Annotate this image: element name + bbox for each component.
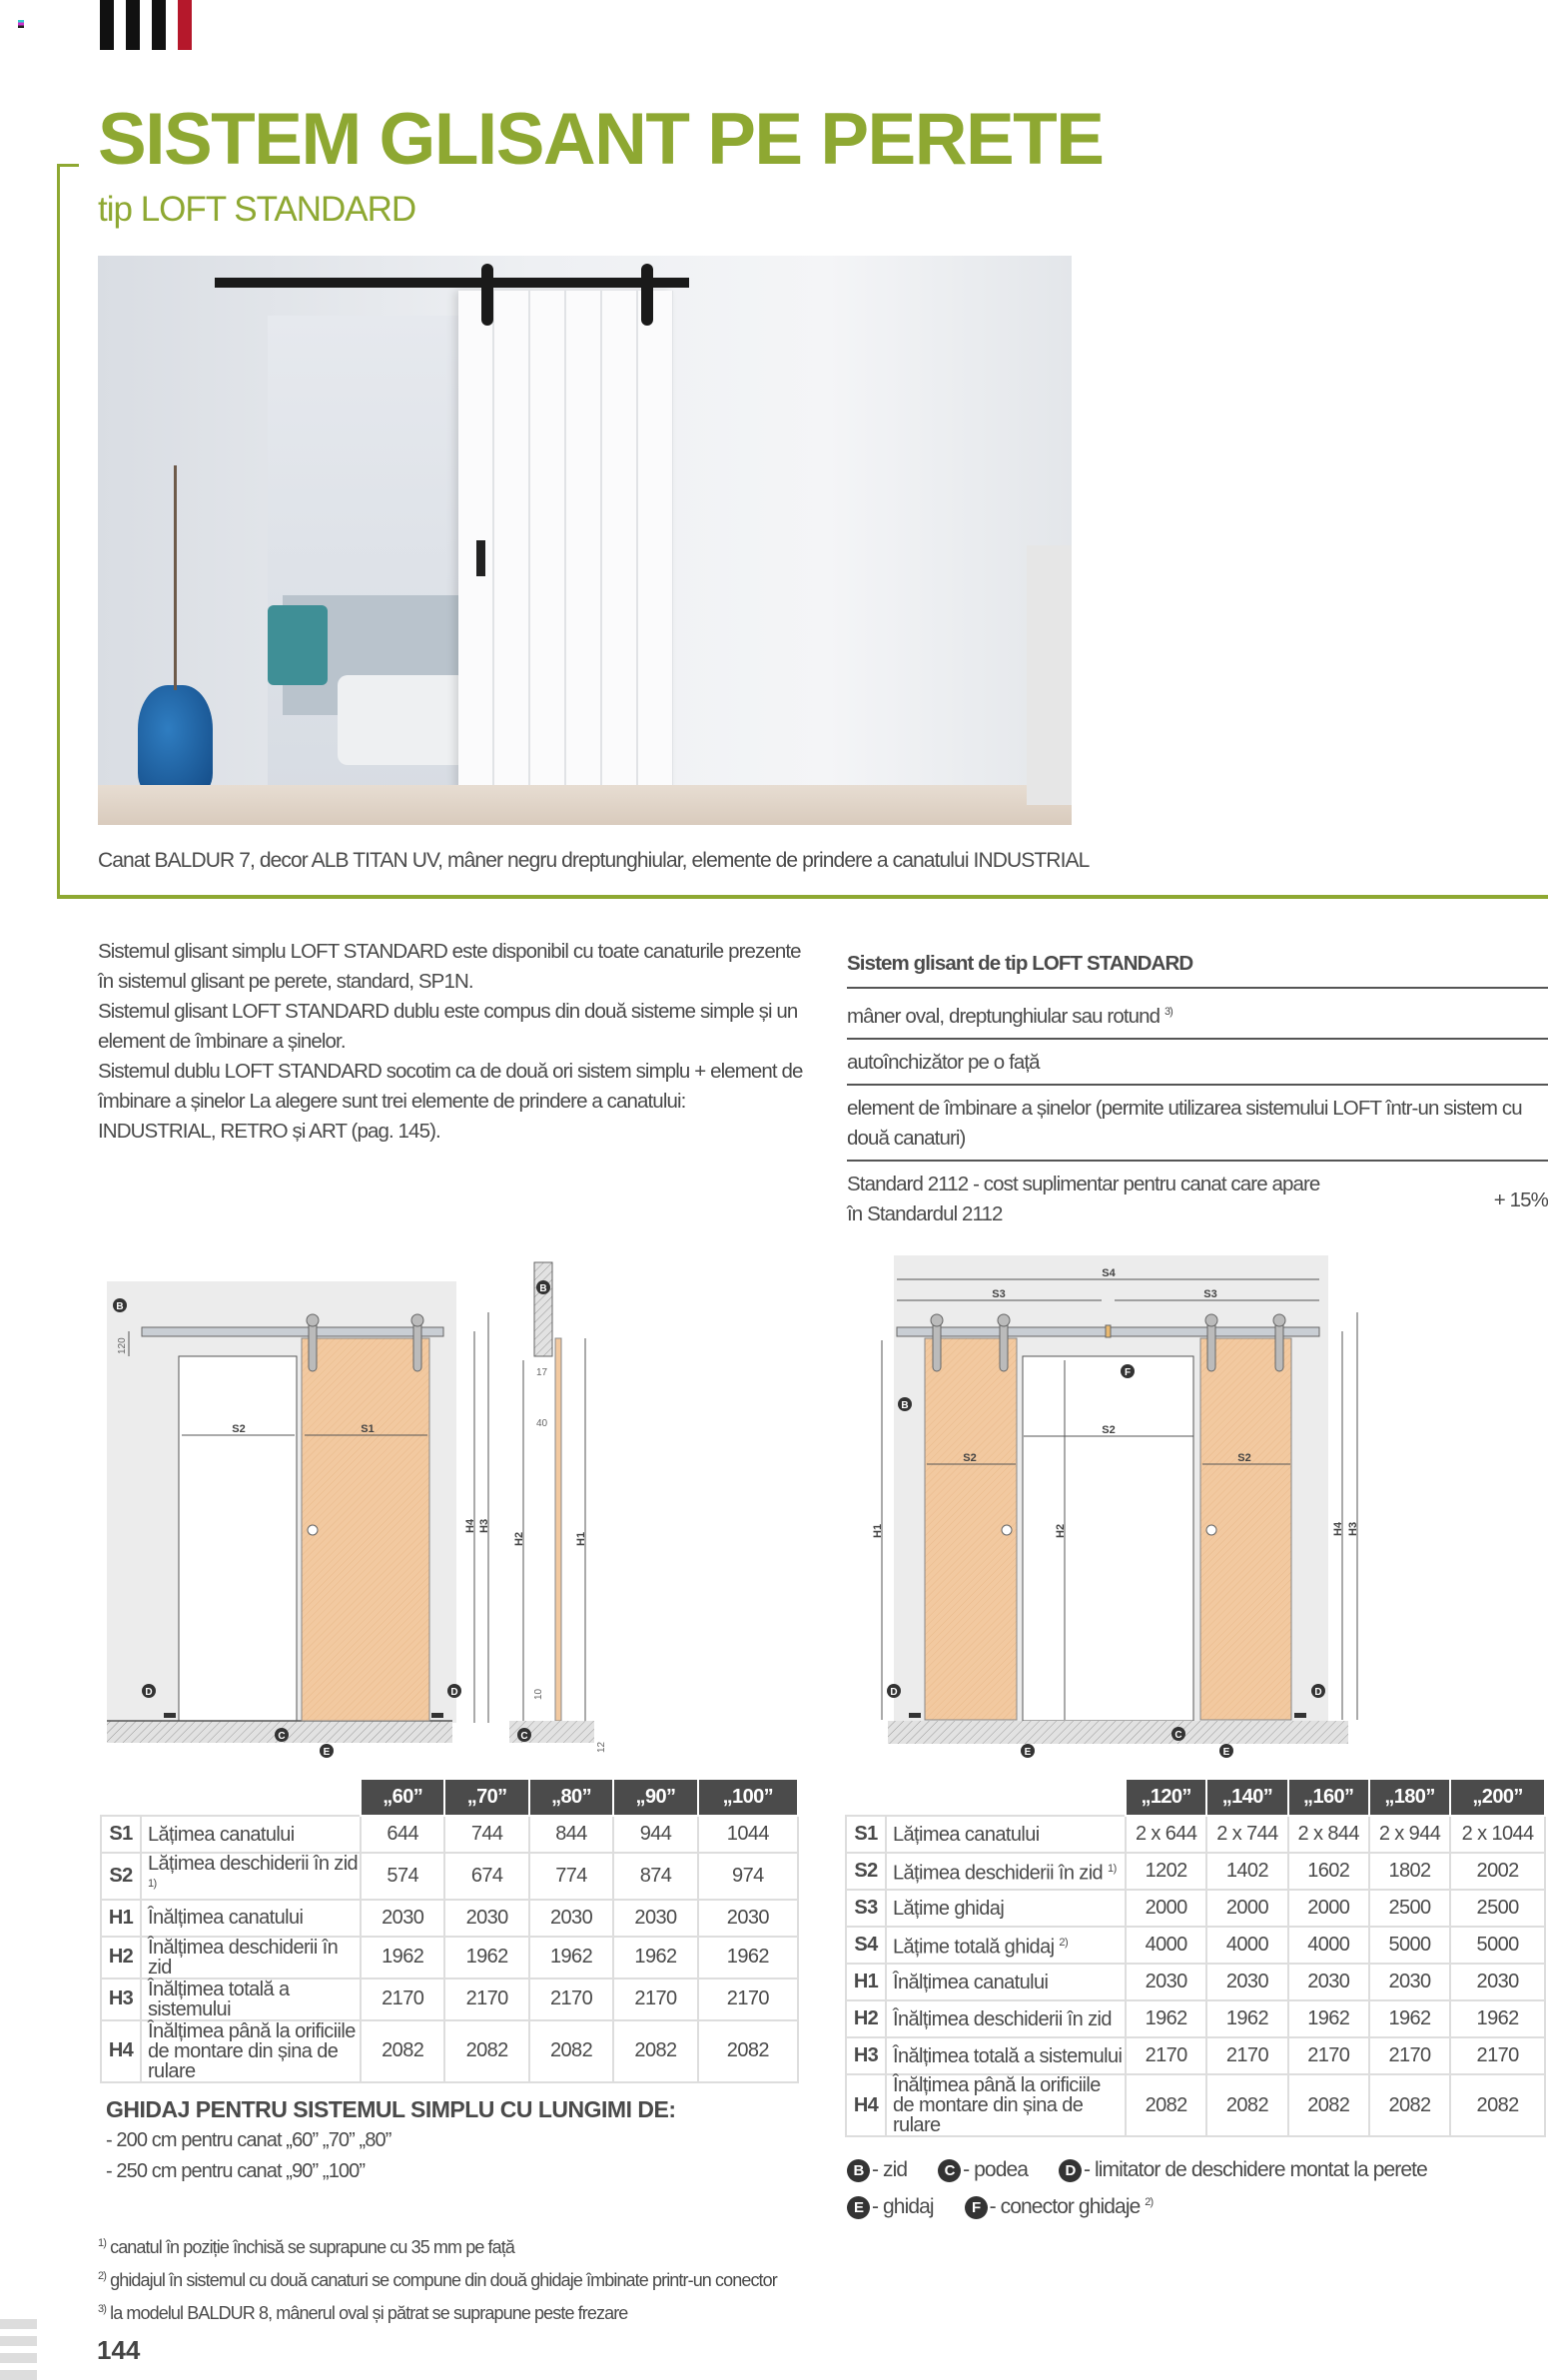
page-subtitle: tip LOFT STANDARD [98,190,416,229]
legend-text: - limitator de deschidere montat la perete [1084,2158,1427,2181]
dim-label: H3 [1347,1521,1359,1536]
row-label-text: Lățimea canatului [893,1823,1040,1846]
option-item [847,1038,1548,1084]
dim-label: S2 [1237,1452,1251,1464]
dim-label: S3 [1203,1288,1217,1300]
dim-label: S1 [361,1423,375,1435]
dim-label: H2 [513,1531,525,1546]
table-cell: 2 x 644 [1126,1816,1206,1853]
table-cell: 2030 [1369,1964,1450,2000]
table-row [846,2000,1545,2037]
row-label-text: Lățimea deschiderii în zid [893,1862,1104,1885]
branches [174,465,177,690]
table-row [101,1900,798,1937]
diagram-double-door [859,1248,1548,1768]
table-row [846,1890,1545,1927]
footnote-text: canatul în poziție închisă se suprapune cu 35 mm pe față [110,2237,514,2257]
table-cell: 944 [613,1816,697,1853]
legend-item [1059,2158,1427,2181]
table-cell: 2 x 844 [1288,1816,1369,1853]
product-photo [98,256,1072,825]
row-label-text: Lățime ghidaj [893,1897,1005,1920]
legend-marker: C [938,2159,961,2182]
table-cell: 2030 [444,1900,528,1937]
row-label [141,1816,361,1853]
table-cell: 2030 [698,1900,798,1937]
column-header: „200” [1450,1779,1545,1816]
table-cell: 1802 [1369,1853,1450,1890]
table-cell: 1962 [1450,2000,1545,2037]
header-spacer [101,1779,361,1816]
table-cell: 2000 [1206,1890,1287,1927]
legend-text: - podea [963,2158,1029,2181]
legend-text: - zid [872,2158,908,2181]
marker-e: E [1222,1747,1230,1758]
table-cell: 2030 [529,1900,613,1937]
table-cell: 974 [698,1853,798,1900]
column-header: „100” [698,1779,798,1816]
page-number: 144 [97,2335,141,2365]
hanger [641,264,653,326]
guide-lengths [106,2094,676,2187]
table-cell: 2030 [1288,1964,1369,2000]
row-label-text: Înălțimea canatului [148,1907,304,1930]
footnotes [98,2229,777,2328]
table-cell: 844 [529,1816,613,1853]
table-cell: 4000 [1206,1927,1287,1964]
description-paragraph: Sistemul glisant simplu LOFT STANDARD este disponibil cu toate canaturile prezente în sistemul glisant pe perete, standard, SP1N. [98,940,801,993]
table-cell: 2000 [1126,1890,1206,1927]
diagram-single-door [100,1248,839,1768]
table-cell: 2 x 944 [1369,1816,1450,1853]
table-cell: 2030 [1450,1964,1545,2000]
dim-label: H4 [464,1518,476,1533]
row-label-text: Înălțimea totală a sistemului [148,1978,290,2020]
row-label-text: Lățimea deschiderii în zid [148,1853,359,1875]
table-cell: 2082 [613,2020,697,2082]
table-cell: 2000 [1288,1890,1369,1927]
row-label [886,1890,1126,1927]
column-header: „140” [1206,1779,1287,1816]
table-cell: 1962 [529,1937,613,1979]
table-cell: 2082 [361,2020,444,2082]
footnote-number: 2) [98,2270,106,2282]
description [98,937,807,1147]
dim-label: 17 [536,1367,548,1378]
legend-item [847,2158,907,2181]
table-cell: 5000 [1450,1927,1545,1964]
legend-item [847,2195,934,2218]
sliding-door [458,291,673,790]
option-item [847,987,1548,1038]
legend-text: - ghidaj [872,2195,934,2218]
table-row [846,1853,1545,1890]
dim-label: H2 [1055,1523,1067,1538]
floor [98,785,1072,825]
photo-caption: Canat BALDUR 7, decor ALB TITAN UV, mâner negru dreptunghiular, elemente de prindere a canatului INDUSTRIAL [98,849,1090,872]
guide-heading: GHIDAJ PENTRU SISTEMUL SIMPLU CU LUNGIMI DE: [106,2096,676,2122]
row-key: S1 [101,1816,141,1853]
row-label [886,1816,1126,1853]
table-row [101,1937,798,1979]
row-label-text: Lățime totală ghidaj [893,1936,1055,1959]
dim-label: S4 [1102,1267,1116,1279]
dim-label: 10 [533,1688,544,1700]
option-label: Standard 2112 - cost suplimentar pentru canat care apare în Standardul 2112 [847,1172,1320,1225]
side-cabinet [1027,545,1072,805]
bed [338,675,467,765]
marker-c: C [1174,1730,1182,1741]
column-header: „60” [361,1779,444,1816]
table-cell: 1402 [1206,1853,1287,1890]
table-cell: 1602 [1288,1853,1369,1890]
option-price: + 15% [1493,1188,1548,1211]
marker-c: C [520,1731,528,1742]
section-divider [57,895,1548,899]
row-key: H2 [846,2000,886,2037]
table-cell: 2500 [1450,1890,1545,1927]
column-header: „160” [1288,1779,1369,1816]
guide-line: - 200 cm pentru canat „60” „70” „80” [106,2129,391,2151]
option-label: element de îmbinare a șinelor (permite utilizarea sistemului LOFT într-un sistem cu două canaturi) [847,1096,1522,1150]
row-key: S2 [101,1853,141,1900]
table-cell: 2030 [1206,1964,1287,2000]
footnote [98,2229,777,2262]
row-key: H1 [846,1964,886,2000]
dim-label: H3 [478,1518,490,1533]
dim-label: 120 [117,1337,128,1354]
table-cell: 2500 [1369,1890,1450,1927]
brand-logo [100,0,195,50]
table-cell: 2082 [1206,2074,1287,2136]
legend-marker: E [847,2196,870,2219]
armchair [268,605,328,685]
row-key: S2 [846,1853,886,1890]
table-cell: 774 [529,1853,613,1900]
table-cell: 4000 [1288,1927,1369,1964]
table-cell: 2030 [1126,1964,1206,2000]
rail [215,278,689,288]
footnote [98,2262,777,2295]
dimensions-table-double [845,1778,1546,2137]
table-cell: 2170 [529,1979,613,2020]
row-key: H1 [101,1900,141,1937]
marker-e: E [1024,1747,1032,1758]
table-cell: 674 [444,1853,528,1900]
table-cell: 5000 [1369,1927,1450,1964]
marker-d: D [1314,1687,1322,1698]
table-row [846,2074,1545,2136]
print-marks [18,20,24,28]
dim-label: 40 [536,1418,548,1429]
table-cell: 574 [361,1853,444,1900]
row-label-text: Înălțimea canatului [893,1971,1049,1993]
marker-b: B [116,1301,124,1312]
option-item [847,1160,1548,1235]
dim-label: S2 [1102,1424,1116,1436]
table-row [846,1964,1545,2000]
row-label [886,1853,1126,1890]
table-cell: 2170 [1206,2037,1287,2074]
table-cell: 2030 [361,1900,444,1937]
door-handle [476,540,485,576]
table-cell: 1962 [613,1937,697,1979]
marker-b: B [539,1283,547,1294]
table-row [846,2037,1545,2074]
table-cell: 2030 [613,1900,697,1937]
dimensions-table-single [100,1778,799,2083]
row-key: S4 [846,1927,886,1964]
table-cell: 1962 [361,1937,444,1979]
table-cell: 4000 [1126,1927,1206,1964]
table-cell: 2082 [444,2020,528,2082]
footnote-ref: 1) [1108,1863,1117,1876]
options-list [847,949,1548,1235]
bracket-left [57,164,60,899]
guide-line: - 250 cm pentru canat „90” „100” [106,2160,366,2182]
table-cell: 2002 [1450,1853,1545,1890]
table-cell: 1962 [1288,2000,1369,2037]
row-label [141,1937,361,1979]
option-label: autoînchizător pe o față [847,1050,1040,1074]
row-label-text: Înălțimea deschiderii în zid [148,1936,339,1979]
description-paragraph: Sistemul glisant LOFT STANDARD dublu este compus din două sisteme simple și un element de îmbinare a șinelor. [98,1000,798,1053]
footnote-ref: 3) [1163,1006,1172,1018]
table-cell: 2170 [613,1979,697,2020]
table-cell: 2082 [1288,2074,1369,2136]
legend [847,2154,1453,2223]
table-row [101,1853,798,1900]
table-row [846,1927,1545,1964]
row-label [141,1900,361,1937]
footnote-text: ghidajul în sistemul cu două canaturi se compune din două ghidaje îmbinate printr-un conector [110,2270,777,2290]
row-key: H2 [101,1937,141,1979]
row-label-text: Înălțimea deschiderii în zid [893,2007,1112,2030]
table-cell: 1044 [698,1816,798,1853]
row-key: S3 [846,1890,886,1927]
table-cell: 1962 [698,1937,798,1979]
table-cell: 2170 [698,1979,798,2020]
table-cell: 2082 [1369,2074,1450,2136]
table-cell: 2170 [361,1979,444,2020]
table-cell: 2170 [444,1979,528,2020]
marker-d: D [145,1687,153,1698]
column-header: „180” [1369,1779,1450,1816]
dim-label: S2 [963,1452,977,1464]
dim-label: H1 [575,1531,587,1546]
table-cell: 2 x 744 [1206,1816,1287,1853]
table-cell: 2170 [1288,2037,1369,2074]
footnote-ref: 1) [148,1878,157,1890]
row-label [886,2037,1126,2074]
footnote-number: 3) [98,2303,106,2315]
table-cell: 744 [444,1816,528,1853]
footnote [98,2295,777,2328]
row-label [141,1853,361,1900]
row-label [886,1964,1126,2000]
table-cell: 2 x 1044 [1450,1816,1545,1853]
table-cell: 874 [613,1853,697,1900]
table-cell: 2082 [698,2020,798,2082]
table-cell: 1962 [1126,2000,1206,2037]
table-cell: 2170 [1126,2037,1206,2074]
table-cell: 2082 [529,2020,613,2082]
column-header: „120” [1126,1779,1206,1816]
row-key: H4 [846,2074,886,2136]
row-label-text: Lățimea canatului [148,1823,295,1846]
marker-e: E [323,1747,331,1758]
table-cell: 1962 [444,1937,528,1979]
dim-label: S3 [992,1288,1006,1300]
row-key: H3 [101,1979,141,2020]
legend-item [965,2195,1154,2218]
table-cell: 2082 [1450,2074,1545,2136]
table-cell: 1202 [1126,1853,1206,1890]
legend-marker: B [847,2159,870,2182]
footnote-number: 1) [98,2237,106,2249]
blue-vase [138,685,213,795]
legend-item [938,2158,1028,2181]
row-label [141,1979,361,2020]
dim-label: S2 [232,1423,246,1435]
table-row [101,1816,798,1853]
legend-marker: D [1059,2159,1082,2182]
footnote-ref: 2) [1145,2196,1154,2208]
marker-f: F [1124,1367,1132,1378]
bracket-top [57,164,79,167]
table-row [101,1979,798,2020]
row-label [886,1927,1126,1964]
table-cell: 644 [361,1816,444,1853]
option-label: mâner oval, dreptunghiular sau rotund [847,1004,1161,1028]
footnote-text: la modelul BALDUR 8, mânerul oval și pătrat se suprapune peste frezare [110,2303,628,2323]
legend-marker: F [965,2196,988,2219]
row-key: H4 [101,2020,141,2082]
table-cell: 1962 [1369,2000,1450,2037]
page-edge-stripes [0,2319,37,2380]
column-header: „80” [529,1779,613,1816]
marker-b: B [901,1400,909,1411]
dim-label: H1 [872,1523,884,1538]
table-cell: 2170 [1369,2037,1450,2074]
row-label-text: Înălțimea până la orificiile de montare din șina de rulare [148,2019,356,2082]
marker-d: D [450,1687,458,1698]
options-heading: Sistem glisant de tip LOFT STANDARD [847,952,1193,975]
row-key: H3 [846,2037,886,2074]
table-row [846,1816,1545,1853]
table-row [101,2020,798,2082]
dim-label: H4 [1332,1521,1344,1536]
description-paragraph: Sistemul dublu LOFT STANDARD socotim ca de două ori sistem simplu + element de îmbinare a șinelor La alegere sunt trei elemente de prindere a canatului: INDUSTRIAL, RETRO și ART (pag. 145). [98,1060,803,1143]
row-label [886,2000,1126,2037]
dim-label: 12 [596,1741,607,1753]
row-label [886,2074,1126,2136]
marker-d: D [890,1687,898,1698]
hanger [481,264,493,326]
legend-text: - conector ghidaje [989,2195,1141,2218]
row-label-text: Înălțimea totală a sistemului [893,2044,1123,2067]
header-spacer [846,1779,1126,1816]
marker-c: C [278,1731,286,1742]
row-label [141,2020,361,2082]
row-key: S1 [846,1816,886,1853]
option-item [847,1084,1548,1160]
table-cell: 1962 [1206,2000,1287,2037]
row-label-text: Înălțimea până la orificiile de montare din șina de rulare [893,2074,1101,2136]
footnote-ref: 2) [1059,1937,1069,1950]
table-cell: 2170 [1450,2037,1545,2074]
column-header: „70” [444,1779,528,1816]
column-header: „90” [613,1779,697,1816]
page-title: SISTEM GLISANT PE PERETE [98,99,1104,180]
table-cell: 2082 [1126,2074,1206,2136]
